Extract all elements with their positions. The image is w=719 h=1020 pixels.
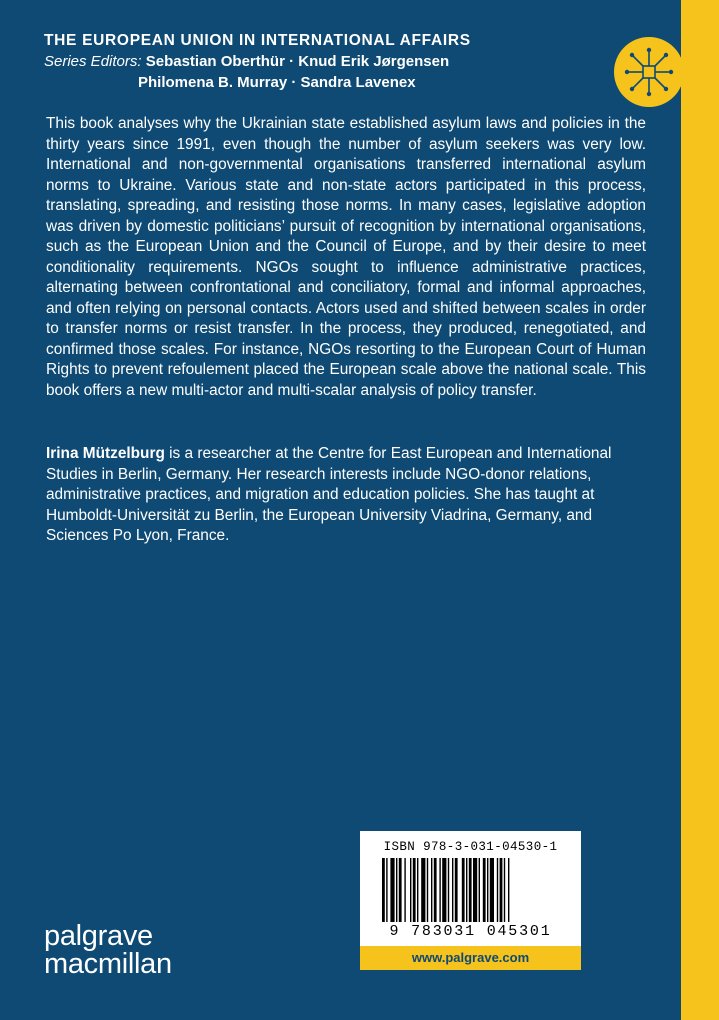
author-bio <box>46 444 646 547</box>
series-editors-names-line2: Philomena B. Murray · Sandra Lavenex <box>138 74 416 91</box>
network-node-icon <box>614 37 684 107</box>
series-title: THE EUROPEAN UNION IN INTERNATIONAL AFFAIRS <box>44 32 471 49</box>
series-editors <box>44 53 449 70</box>
publisher-logo-line2: macmillan <box>44 948 172 980</box>
isbn-barcode-block <box>360 831 581 946</box>
isbn-label: ISBN 978-3-031-04530-1 <box>383 840 558 854</box>
series-editors-label: Series Editors: <box>44 53 142 70</box>
series-logo-badge <box>614 37 684 107</box>
series-editors-names-line1: Sebastian Oberthür · Knud Erik Jørgensen <box>145 53 450 70</box>
isbn-digits: 9 783031 045301 <box>389 923 552 940</box>
book-description: This book analyses why the Ukrainian state established asylum laws and policies in the thirty years since 1991, even though the number of asylum seekers was very low. International and non-governmental organisations transferred international asylum norms to Ukraine. Various state and non-state actors participated in this process, translating, spreading, and resisting those norms. In many cases, legislative adoption was driven by domestic politicians’ pursuit of recognition by international organisations, such as the European Union and the Council of Europe, and by their desire to meet conditionality requirements. NGOs sought to influence administrative practices, alternating between confrontational and conciliatory, formal and informal approaches, and often relying on personal contacts. Actors used and shifted between scales in order to transfer norms or resist transfer. In the process, they produced, renegotiated, and confirmed those scales. For instance, NGOs resorting to the European Court of Human Rights to prevent refoulement placed the European scale above the national scale. This book offers a new multi-actor and multi-scalar analysis of policy transfer. <box>46 115 646 399</box>
yellow-side-strip <box>681 0 719 1020</box>
author-bio-text: is a researcher at the Centre for East European and International Studies in Berlin, Germany. Her research interests include NGO-donor relations, administrative practices, and migration and education policies. She has taught at Humboldt-Universität zu Berlin, the European University Viadrina, Germany, and Sciences Po Lyon, France. <box>46 445 612 544</box>
publisher-logo <box>44 922 172 978</box>
publisher-logo-line1: palgrave <box>44 920 153 952</box>
author-name: Irina Mützelburg <box>46 445 165 462</box>
publisher-url: www.palgrave.com <box>360 946 581 970</box>
barcode-icon <box>382 858 559 922</box>
